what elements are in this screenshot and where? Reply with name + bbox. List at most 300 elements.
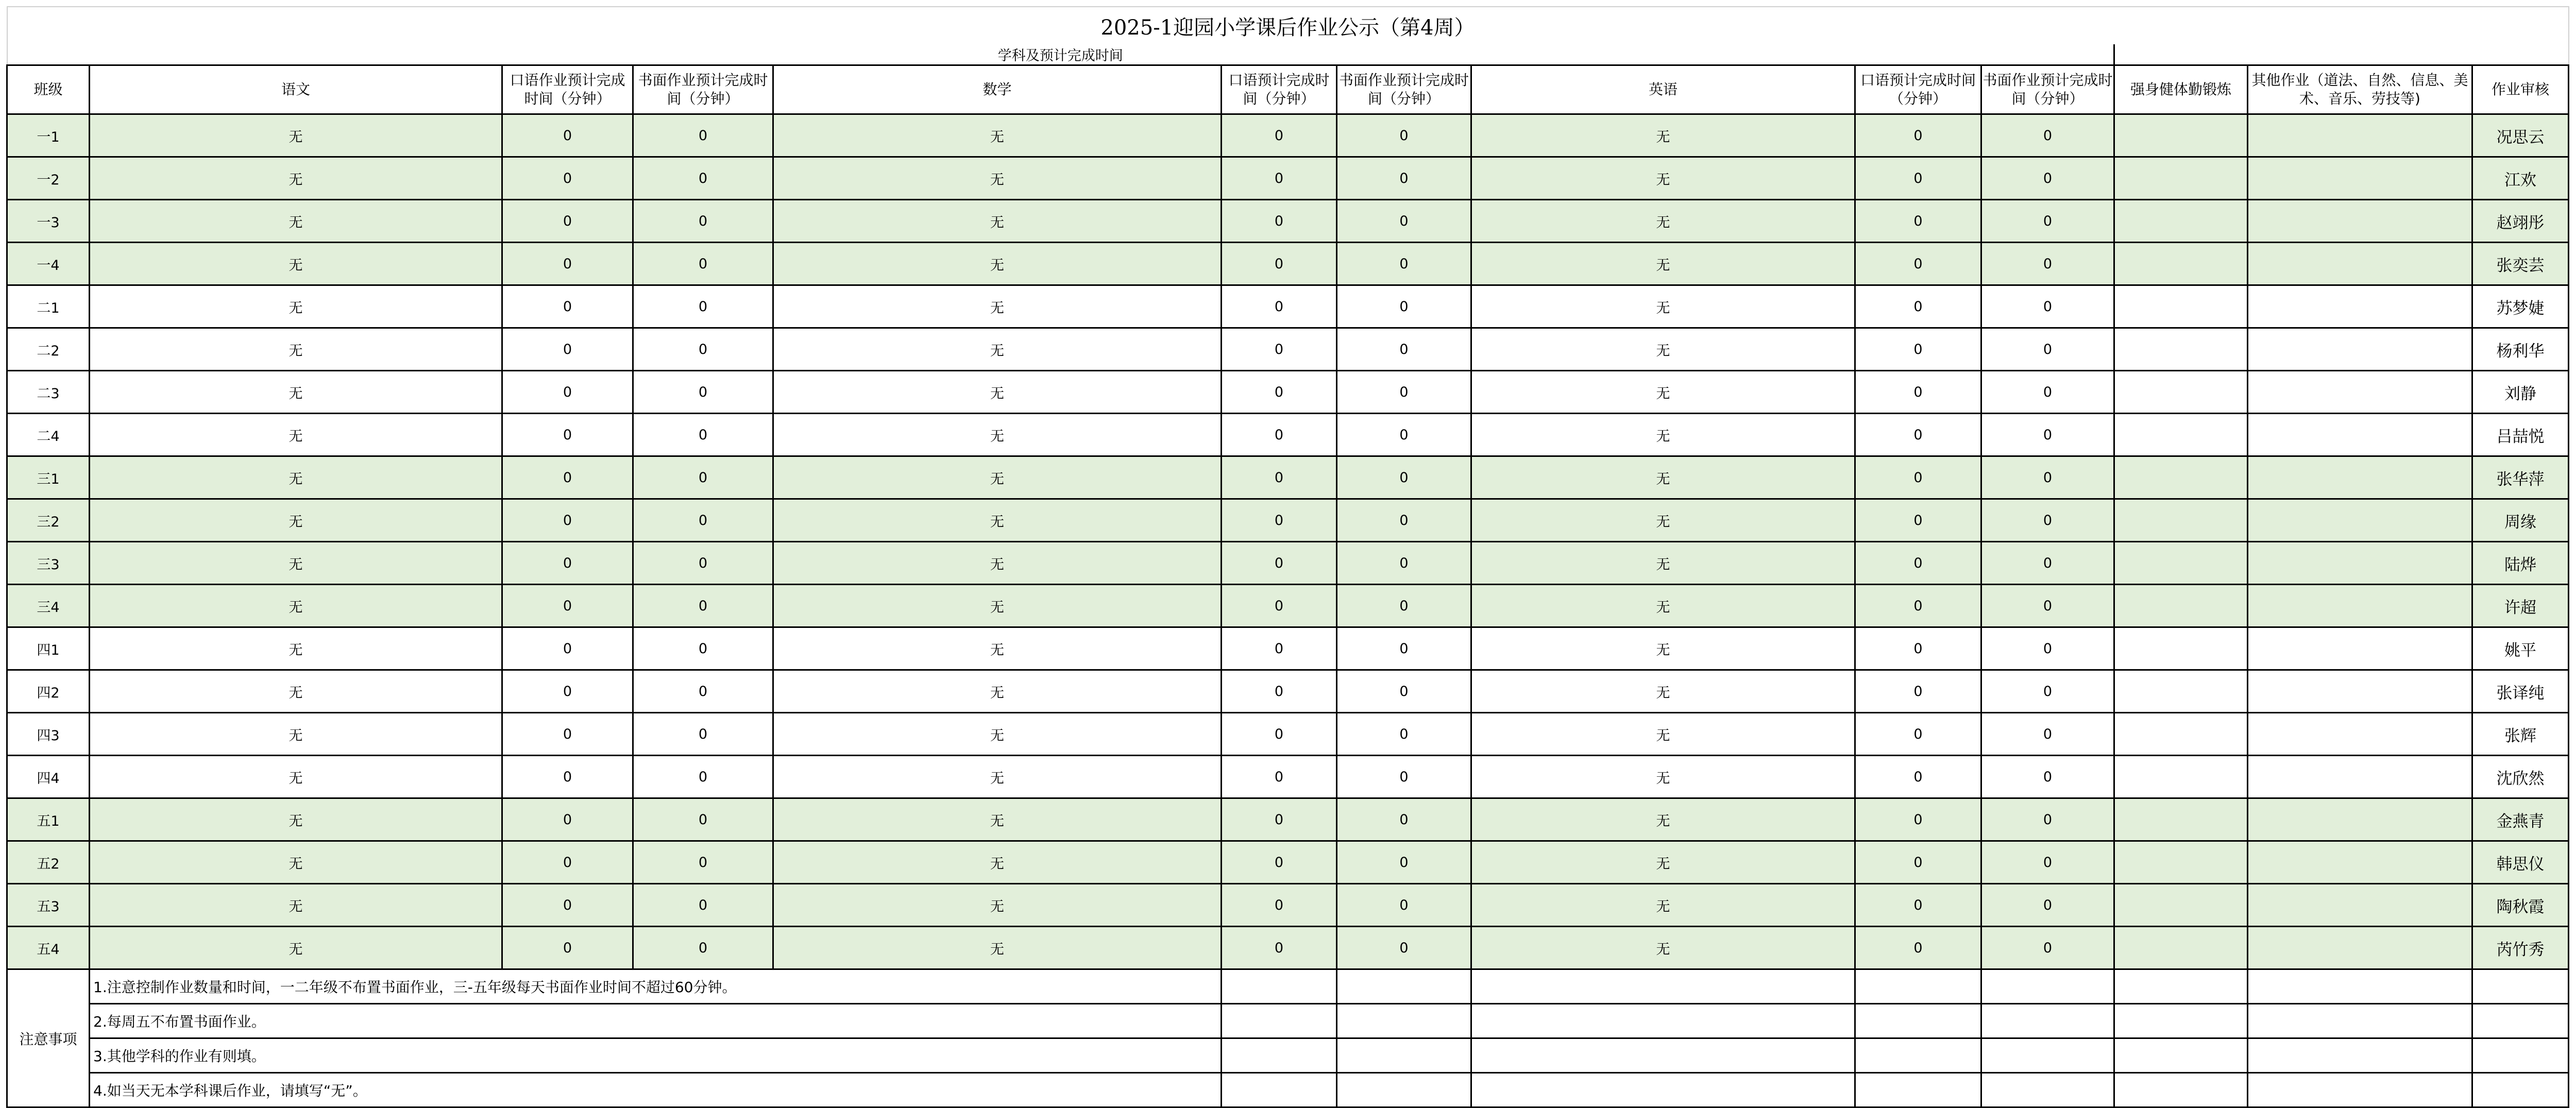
- cell-chinese-oral[interactable]: 0: [502, 285, 633, 328]
- cell-english-oral[interactable]: 0: [1855, 670, 1981, 713]
- cell-reviewer[interactable]: 沈欣然: [2472, 756, 2569, 798]
- cell-english-oral[interactable]: 0: [1855, 371, 1981, 414]
- cell-math[interactable]: 无: [773, 114, 1222, 157]
- cell-english-oral[interactable]: 0: [1855, 927, 1981, 969]
- cell-class[interactable]: 一4: [7, 243, 90, 285]
- cell-chinese[interactable]: 无: [90, 542, 502, 585]
- cell-english[interactable]: 无: [1471, 756, 1855, 798]
- cell-english[interactable]: 无: [1471, 328, 1855, 371]
- cell-math[interactable]: 无: [773, 243, 1222, 285]
- cell-chinese-written[interactable]: 0: [633, 627, 773, 670]
- cell-chinese-oral[interactable]: 0: [502, 927, 633, 969]
- cell-reviewer[interactable]: 陆烨: [2472, 542, 2569, 585]
- cell-chinese[interactable]: 无: [90, 585, 502, 627]
- cell-math-oral[interactable]: 0: [1222, 841, 1337, 884]
- cell-english-written[interactable]: 0: [1981, 456, 2114, 499]
- cell-chinese-oral[interactable]: 0: [502, 114, 633, 157]
- cell-reviewer[interactable]: 张译纯: [2472, 670, 2569, 713]
- cell-english-oral[interactable]: 0: [1855, 841, 1981, 884]
- cell-other[interactable]: [2248, 328, 2472, 371]
- cell-reviewer[interactable]: 赵翊彤: [2472, 200, 2569, 243]
- cell-math-written[interactable]: 0: [1337, 884, 1471, 927]
- cell-chinese[interactable]: 无: [90, 756, 502, 798]
- cell-english[interactable]: 无: [1471, 285, 1855, 328]
- cell-english[interactable]: 无: [1471, 371, 1855, 414]
- cell-pe[interactable]: [2114, 627, 2248, 670]
- cell-other[interactable]: [2248, 884, 2472, 927]
- cell-chinese-oral[interactable]: 0: [502, 243, 633, 285]
- cell-english[interactable]: 无: [1471, 927, 1855, 969]
- cell-english-oral[interactable]: 0: [1855, 200, 1981, 243]
- note-blank-cell[interactable]: [1855, 1004, 1981, 1038]
- cell-reviewer[interactable]: 江欢: [2472, 157, 2569, 200]
- note-text: 1.注意控制作业数量和时间，一二年级不布置书面作业，三-五年级每天书面作业时间不超过60分钟。: [90, 969, 1222, 1004]
- cell-class[interactable]: 二2: [7, 328, 90, 371]
- cell-reviewer[interactable]: 姚平: [2472, 627, 2569, 670]
- cell-class[interactable]: 三4: [7, 585, 90, 627]
- note-blank-cell[interactable]: [1471, 1004, 1855, 1038]
- cell-chinese-oral[interactable]: 0: [502, 456, 633, 499]
- cell-english-oral[interactable]: 0: [1855, 884, 1981, 927]
- cell-math-written[interactable]: 0: [1337, 114, 1471, 157]
- cell-english-written[interactable]: 0: [1981, 200, 2114, 243]
- cell-math-written[interactable]: 0: [1337, 713, 1471, 756]
- cell-english-written[interactable]: 0: [1981, 884, 2114, 927]
- cell-chinese-written[interactable]: 0: [633, 371, 773, 414]
- cell-chinese[interactable]: 无: [90, 798, 502, 841]
- cell-math-oral[interactable]: 0: [1222, 884, 1337, 927]
- note-blank-cell[interactable]: [2472, 1073, 2569, 1107]
- note-blank-cell[interactable]: [1471, 969, 1855, 1004]
- cell-math[interactable]: 无: [773, 157, 1222, 200]
- cell-math-written[interactable]: 0: [1337, 456, 1471, 499]
- cell-english-written[interactable]: 0: [1981, 499, 2114, 542]
- cell-english[interactable]: 无: [1471, 157, 1855, 200]
- note-blank-cell[interactable]: [1855, 1073, 1981, 1107]
- cell-other[interactable]: [2248, 157, 2472, 200]
- cell-reviewer[interactable]: 张华萍: [2472, 456, 2569, 499]
- cell-english[interactable]: 无: [1471, 798, 1855, 841]
- cell-english[interactable]: 无: [1471, 627, 1855, 670]
- cell-other[interactable]: [2248, 542, 2472, 585]
- cell-english[interactable]: 无: [1471, 670, 1855, 713]
- cell-reviewer[interactable]: 苏梦婕: [2472, 285, 2569, 328]
- cell-chinese[interactable]: 无: [90, 157, 502, 200]
- cell-other[interactable]: [2248, 499, 2472, 542]
- cell-math-written[interactable]: 0: [1337, 927, 1471, 969]
- cell-english-written[interactable]: 0: [1981, 328, 2114, 371]
- cell-pe[interactable]: [2114, 841, 2248, 884]
- cell-math[interactable]: 无: [773, 841, 1222, 884]
- cell-math-written[interactable]: 0: [1337, 200, 1471, 243]
- note-blank-cell[interactable]: [1222, 969, 1337, 1004]
- cell-other[interactable]: [2248, 627, 2472, 670]
- cell-other[interactable]: [2248, 200, 2472, 243]
- cell-chinese-written[interactable]: 0: [633, 157, 773, 200]
- cell-pe[interactable]: [2114, 927, 2248, 969]
- cell-math[interactable]: 无: [773, 456, 1222, 499]
- cell-chinese[interactable]: 无: [90, 328, 502, 371]
- cell-reviewer[interactable]: 金燕青: [2472, 798, 2569, 841]
- cell-english[interactable]: 无: [1471, 585, 1855, 627]
- cell-chinese-written[interactable]: 0: [633, 713, 773, 756]
- cell-english-written[interactable]: 0: [1981, 157, 2114, 200]
- cell-chinese-oral[interactable]: 0: [502, 884, 633, 927]
- note-blank-cell[interactable]: [2248, 1038, 2472, 1073]
- cell-reviewer[interactable]: 周缘: [2472, 499, 2569, 542]
- cell-english-oral[interactable]: 0: [1855, 285, 1981, 328]
- cell-chinese-written[interactable]: 0: [633, 328, 773, 371]
- cell-other[interactable]: [2248, 114, 2472, 157]
- cell-english[interactable]: 无: [1471, 841, 1855, 884]
- cell-chinese-written[interactable]: 0: [633, 243, 773, 285]
- note-blank-cell[interactable]: [1981, 1073, 2114, 1107]
- cell-english-oral[interactable]: 0: [1855, 585, 1981, 627]
- cell-english-oral[interactable]: 0: [1855, 414, 1981, 456]
- cell-english-written[interactable]: 0: [1981, 927, 2114, 969]
- cell-other[interactable]: [2248, 798, 2472, 841]
- cell-chinese-written[interactable]: 0: [633, 927, 773, 969]
- cell-math-written[interactable]: 0: [1337, 798, 1471, 841]
- cell-pe[interactable]: [2114, 542, 2248, 585]
- cell-class[interactable]: 三3: [7, 542, 90, 585]
- cell-class[interactable]: 三1: [7, 456, 90, 499]
- cell-pe[interactable]: [2114, 285, 2248, 328]
- table-row: [7, 114, 2569, 157]
- cell-class[interactable]: 四3: [7, 713, 90, 756]
- cell-math-oral[interactable]: 0: [1222, 499, 1337, 542]
- cell-chinese[interactable]: 无: [90, 456, 502, 499]
- note-blank-cell[interactable]: [1471, 1038, 1855, 1073]
- cell-math-oral[interactable]: 0: [1222, 756, 1337, 798]
- cell-chinese-written[interactable]: 0: [633, 285, 773, 328]
- cell-chinese[interactable]: 无: [90, 927, 502, 969]
- note-blank-cell[interactable]: [1981, 1004, 2114, 1038]
- cell-pe[interactable]: [2114, 456, 2248, 499]
- cell-chinese-written[interactable]: 0: [633, 884, 773, 927]
- cell-math-oral[interactable]: 0: [1222, 243, 1337, 285]
- cell-math-written[interactable]: 0: [1337, 371, 1471, 414]
- table-row: [7, 927, 2569, 969]
- cell-reviewer[interactable]: 张奕芸: [2472, 243, 2569, 285]
- cell-reviewer[interactable]: 况思云: [2472, 114, 2569, 157]
- cell-pe[interactable]: [2114, 114, 2248, 157]
- cell-class[interactable]: 五1: [7, 798, 90, 841]
- note-blank-cell[interactable]: [2114, 1004, 2248, 1038]
- cell-class[interactable]: 二1: [7, 285, 90, 328]
- cell-reviewer[interactable]: 张辉: [2472, 713, 2569, 756]
- cell-chinese-oral[interactable]: 0: [502, 585, 633, 627]
- cell-reviewer[interactable]: 杨利华: [2472, 328, 2569, 371]
- cell-pe[interactable]: [2114, 756, 2248, 798]
- cell-class[interactable]: 三2: [7, 499, 90, 542]
- cell-english[interactable]: 无: [1471, 542, 1855, 585]
- cell-pe[interactable]: [2114, 884, 2248, 927]
- cell-english[interactable]: 无: [1471, 456, 1855, 499]
- cell-reviewer[interactable]: 芮竹秀: [2472, 927, 2569, 969]
- note-blank-cell[interactable]: [1222, 1004, 1337, 1038]
- cell-chinese-written[interactable]: 0: [633, 200, 773, 243]
- cell-class[interactable]: 一2: [7, 157, 90, 200]
- cell-english-written[interactable]: 0: [1981, 756, 2114, 798]
- cell-math[interactable]: 无: [773, 756, 1222, 798]
- cell-class[interactable]: 五4: [7, 927, 90, 969]
- cell-math-written[interactable]: 0: [1337, 285, 1471, 328]
- cell-chinese-oral[interactable]: 0: [502, 713, 633, 756]
- cell-chinese[interactable]: 无: [90, 243, 502, 285]
- cell-english-oral[interactable]: 0: [1855, 456, 1981, 499]
- cell-english-oral[interactable]: 0: [1855, 713, 1981, 756]
- cell-math[interactable]: 无: [773, 927, 1222, 969]
- header-review: 作业审核: [2472, 65, 2569, 114]
- cell-class[interactable]: 四2: [7, 670, 90, 713]
- cell-other[interactable]: [2248, 585, 2472, 627]
- cell-class[interactable]: 五2: [7, 841, 90, 884]
- cell-class[interactable]: 四1: [7, 627, 90, 670]
- cell-chinese-written[interactable]: 0: [633, 670, 773, 713]
- note-blank-cell[interactable]: [1981, 969, 2114, 1004]
- cell-chinese-oral[interactable]: 0: [502, 670, 633, 713]
- cell-english-written[interactable]: 0: [1981, 627, 2114, 670]
- cell-pe[interactable]: [2114, 243, 2248, 285]
- cell-reviewer[interactable]: 许超: [2472, 585, 2569, 627]
- cell-class[interactable]: 一1: [7, 114, 90, 157]
- cell-other[interactable]: [2248, 756, 2472, 798]
- cell-math-oral[interactable]: 0: [1222, 285, 1337, 328]
- cell-chinese-oral[interactable]: 0: [502, 200, 633, 243]
- cell-english-oral[interactable]: 0: [1855, 798, 1981, 841]
- cell-math-oral[interactable]: 0: [1222, 542, 1337, 585]
- cell-english-oral[interactable]: 0: [1855, 114, 1981, 157]
- cell-math-oral[interactable]: 0: [1222, 927, 1337, 969]
- cell-english[interactable]: 无: [1471, 713, 1855, 756]
- cell-other[interactable]: [2248, 713, 2472, 756]
- cell-english-oral[interactable]: 0: [1855, 542, 1981, 585]
- cell-pe[interactable]: [2114, 414, 2248, 456]
- cell-other[interactable]: [2248, 456, 2472, 499]
- cell-reviewer[interactable]: 吕喆悦: [2472, 414, 2569, 456]
- note-blank-cell[interactable]: [1222, 1038, 1337, 1073]
- cell-math-written[interactable]: 0: [1337, 243, 1471, 285]
- cell-english-oral[interactable]: 0: [1855, 756, 1981, 798]
- note-blank-cell[interactable]: [2114, 1073, 2248, 1107]
- cell-english-written[interactable]: 0: [1981, 371, 2114, 414]
- cell-english-written[interactable]: 0: [1981, 243, 2114, 285]
- note-blank-cell[interactable]: [1855, 1038, 1981, 1073]
- cell-math-written[interactable]: 0: [1337, 841, 1471, 884]
- table-row: [7, 200, 2569, 243]
- cell-pe[interactable]: [2114, 499, 2248, 542]
- cell-pe[interactable]: [2114, 157, 2248, 200]
- cell-math[interactable]: 无: [773, 371, 1222, 414]
- cell-english-written[interactable]: 0: [1981, 542, 2114, 585]
- cell-math-oral[interactable]: 0: [1222, 713, 1337, 756]
- cell-chinese[interactable]: 无: [90, 414, 502, 456]
- note-row: [7, 1038, 2569, 1073]
- cell-math[interactable]: 无: [773, 285, 1222, 328]
- cell-chinese-written[interactable]: 0: [633, 542, 773, 585]
- cell-class[interactable]: 四4: [7, 756, 90, 798]
- cell-math-oral[interactable]: 0: [1222, 371, 1337, 414]
- cell-english-written[interactable]: 0: [1981, 414, 2114, 456]
- cell-chinese[interactable]: 无: [90, 499, 502, 542]
- cell-english[interactable]: 无: [1471, 414, 1855, 456]
- cell-math[interactable]: 无: [773, 414, 1222, 456]
- cell-chinese-oral[interactable]: 0: [502, 499, 633, 542]
- cell-chinese-oral[interactable]: 0: [502, 841, 633, 884]
- cell-reviewer[interactable]: 刘静: [2472, 371, 2569, 414]
- header-chinese: 语文: [90, 65, 502, 114]
- cell-english-written[interactable]: 0: [1981, 585, 2114, 627]
- cell-english-written[interactable]: 0: [1981, 670, 2114, 713]
- cell-class[interactable]: 五3: [7, 884, 90, 927]
- cell-math-written[interactable]: 0: [1337, 756, 1471, 798]
- cell-english[interactable]: 无: [1471, 499, 1855, 542]
- cell-other[interactable]: [2248, 371, 2472, 414]
- cell-chinese-oral[interactable]: 0: [502, 371, 633, 414]
- cell-chinese[interactable]: 无: [90, 841, 502, 884]
- cell-chinese-oral[interactable]: 0: [502, 414, 633, 456]
- cell-math[interactable]: 无: [773, 328, 1222, 371]
- cell-english[interactable]: 无: [1471, 884, 1855, 927]
- cell-pe[interactable]: [2114, 798, 2248, 841]
- cell-math[interactable]: 无: [773, 499, 1222, 542]
- cell-math-written[interactable]: 0: [1337, 499, 1471, 542]
- cell-english-written[interactable]: 0: [1981, 285, 2114, 328]
- cell-chinese-written[interactable]: 0: [633, 841, 773, 884]
- note-blank-cell[interactable]: [1337, 1073, 1471, 1107]
- note-blank-cell[interactable]: [2472, 1004, 2569, 1038]
- cell-other[interactable]: [2248, 285, 2472, 328]
- cell-pe[interactable]: [2114, 328, 2248, 371]
- cell-math[interactable]: 无: [773, 542, 1222, 585]
- cell-reviewer[interactable]: 韩思仪: [2472, 841, 2569, 884]
- cell-math[interactable]: 无: [773, 798, 1222, 841]
- cell-math-written[interactable]: 0: [1337, 670, 1471, 713]
- cell-chinese-written[interactable]: 0: [633, 756, 773, 798]
- cell-math-written[interactable]: 0: [1337, 414, 1471, 456]
- cell-math[interactable]: 无: [773, 585, 1222, 627]
- cell-other[interactable]: [2248, 243, 2472, 285]
- cell-chinese[interactable]: 无: [90, 114, 502, 157]
- cell-english-oral[interactable]: 0: [1855, 627, 1981, 670]
- cell-math-oral[interactable]: 0: [1222, 114, 1337, 157]
- cell-math-oral[interactable]: 0: [1222, 414, 1337, 456]
- cell-chinese-oral[interactable]: 0: [502, 542, 633, 585]
- cell-chinese-written[interactable]: 0: [633, 114, 773, 157]
- cell-english[interactable]: 无: [1471, 200, 1855, 243]
- note-blank-cell[interactable]: [2248, 969, 2472, 1004]
- cell-math-written[interactable]: 0: [1337, 157, 1471, 200]
- cell-chinese-written[interactable]: 0: [633, 456, 773, 499]
- cell-chinese-written[interactable]: 0: [633, 414, 773, 456]
- note-blank-cell[interactable]: [2248, 1004, 2472, 1038]
- cell-other[interactable]: [2248, 927, 2472, 969]
- cell-chinese[interactable]: 无: [90, 371, 502, 414]
- cell-class[interactable]: 二4: [7, 414, 90, 456]
- note-blank-cell[interactable]: [2248, 1073, 2472, 1107]
- note-blank-cell[interactable]: [2114, 1038, 2248, 1073]
- cell-math-written[interactable]: 0: [1337, 542, 1471, 585]
- cell-chinese[interactable]: 无: [90, 884, 502, 927]
- cell-chinese-written[interactable]: 0: [633, 499, 773, 542]
- note-blank-cell[interactable]: [1471, 1073, 1855, 1107]
- cell-english-oral[interactable]: 0: [1855, 328, 1981, 371]
- note-blank-cell[interactable]: [1222, 1073, 1337, 1107]
- cell-other[interactable]: [2248, 841, 2472, 884]
- cell-pe[interactable]: [2114, 713, 2248, 756]
- cell-chinese-oral[interactable]: 0: [502, 756, 633, 798]
- cell-chinese-oral[interactable]: 0: [502, 328, 633, 371]
- cell-math-written[interactable]: 0: [1337, 585, 1471, 627]
- cell-english-written[interactable]: 0: [1981, 114, 2114, 157]
- cell-english-written[interactable]: 0: [1981, 841, 2114, 884]
- cell-reviewer[interactable]: 陶秋霞: [2472, 884, 2569, 927]
- cell-chinese-oral[interactable]: 0: [502, 627, 633, 670]
- cell-english[interactable]: 无: [1471, 114, 1855, 157]
- cell-english-oral[interactable]: 0: [1855, 499, 1981, 542]
- cell-chinese[interactable]: 无: [90, 670, 502, 713]
- cell-math-written[interactable]: 0: [1337, 627, 1471, 670]
- cell-chinese[interactable]: 无: [90, 200, 502, 243]
- cell-chinese-written[interactable]: 0: [633, 798, 773, 841]
- note-blank-cell[interactable]: [2114, 969, 2248, 1004]
- note-blank-cell[interactable]: [1337, 1038, 1471, 1073]
- cell-math-oral[interactable]: 0: [1222, 627, 1337, 670]
- cell-pe[interactable]: [2114, 670, 2248, 713]
- cell-math-oral[interactable]: 0: [1222, 157, 1337, 200]
- cell-math[interactable]: 无: [773, 713, 1222, 756]
- note-blank-cell[interactable]: [2472, 969, 2569, 1004]
- cell-pe[interactable]: [2114, 371, 2248, 414]
- cell-chinese-oral[interactable]: 0: [502, 798, 633, 841]
- note-blank-cell[interactable]: [2472, 1038, 2569, 1073]
- cell-class[interactable]: 一3: [7, 200, 90, 243]
- cell-class[interactable]: 二3: [7, 371, 90, 414]
- cell-math-oral[interactable]: 0: [1222, 200, 1337, 243]
- cell-other[interactable]: [2248, 414, 2472, 456]
- cell-chinese[interactable]: 无: [90, 285, 502, 328]
- note-blank-cell[interactable]: [1855, 969, 1981, 1004]
- cell-math-written[interactable]: 0: [1337, 328, 1471, 371]
- cell-english-oral[interactable]: 0: [1855, 157, 1981, 200]
- cell-english[interactable]: 无: [1471, 243, 1855, 285]
- cell-math[interactable]: 无: [773, 670, 1222, 713]
- cell-math-oral[interactable]: 0: [1222, 456, 1337, 499]
- table-row: [7, 542, 2569, 585]
- cell-chinese[interactable]: 无: [90, 627, 502, 670]
- cell-english-oral[interactable]: 0: [1855, 243, 1981, 285]
- note-blank-cell[interactable]: [1337, 1004, 1471, 1038]
- cell-chinese[interactable]: 无: [90, 713, 502, 756]
- cell-other[interactable]: [2248, 670, 2472, 713]
- cell-math[interactable]: 无: [773, 627, 1222, 670]
- cell-pe[interactable]: [2114, 200, 2248, 243]
- cell-chinese-oral[interactable]: 0: [502, 157, 633, 200]
- cell-english-written[interactable]: 0: [1981, 798, 2114, 841]
- cell-english-written[interactable]: 0: [1981, 713, 2114, 756]
- note-blank-cell[interactable]: [1337, 969, 1471, 1004]
- note-blank-cell[interactable]: [1981, 1038, 2114, 1073]
- cell-math-oral[interactable]: 0: [1222, 798, 1337, 841]
- cell-math[interactable]: 无: [773, 200, 1222, 243]
- cell-math[interactable]: 无: [773, 884, 1222, 927]
- cell-math-oral[interactable]: 0: [1222, 328, 1337, 371]
- cell-math-oral[interactable]: 0: [1222, 670, 1337, 713]
- cell-pe[interactable]: [2114, 585, 2248, 627]
- cell-math-oral[interactable]: 0: [1222, 585, 1337, 627]
- cell-chinese-written[interactable]: 0: [633, 585, 773, 627]
